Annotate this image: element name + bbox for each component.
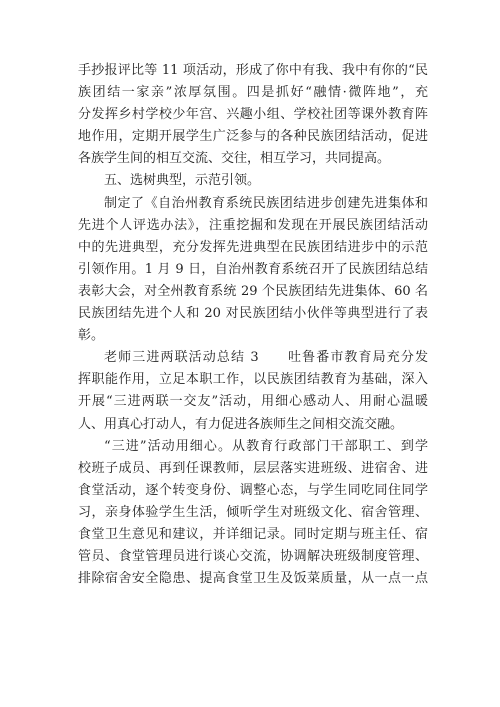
text-line: 五、选树典型，示范引领。 bbox=[104, 173, 261, 189]
text-line: 彰。 bbox=[78, 328, 105, 344]
text-line: 先进个人评选办法》，注重挖掘和发现在开展民族团结活动 bbox=[78, 217, 428, 233]
text-line: 排除宿舍安全隐患、提高食堂卫生及饭菜质量，从一点一点 bbox=[78, 571, 428, 587]
text-line: 族团结一家亲”浓厚氛围。四是抓好“融情·微阵地”，充 bbox=[78, 85, 428, 101]
text-line: 习，亲身体验学生生活，倾听学生对班级文化、宿舍管理、 bbox=[78, 504, 428, 520]
text-line: 食堂活动，逐个转变身份、调整心态，与学生同吃同住同学 bbox=[78, 482, 428, 498]
text-line: 制定了《自治州教育系统民族团结进步创建先进集体和 bbox=[104, 195, 428, 211]
text-line: 地作用，定期开展学生广泛参与的各种民族团结活动，促进 bbox=[78, 129, 428, 145]
text-line: “三进”活动用细心。从教育行政部门干部职工、到学 bbox=[104, 438, 428, 454]
text-line: 引领作用。1 月 9 日，自治州教育系统召开了民族团结总结 bbox=[78, 261, 428, 277]
document-body bbox=[78, 60, 428, 590]
text-line: 食堂卫生意见和建议，并详细记录。同时定期与班主任、宿 bbox=[78, 526, 428, 542]
text-line: 人、用真心打动人，有力促进各族师生之间相交流交融。 bbox=[78, 416, 404, 432]
text-line: 各族学生间的相互交流、交往，相互学习，共同提高。 bbox=[78, 151, 391, 167]
text-line: 管员、食堂管理员进行谈心交流，协调解决班级制度管理、 bbox=[78, 549, 428, 565]
text-line: 挥职能作用，立足本职工作，以民族团结教育为基础，深入 bbox=[78, 372, 428, 388]
text-line: 开展“三进两联一交友”活动，用细心感动人、用耐心温暖 bbox=[78, 394, 428, 410]
text-line: 表彰大会，对全州教育系统 29 个民族团结先进集体、60 名 bbox=[78, 283, 428, 299]
text-line: 民族团结先进个人和 20 对民族团结小伙伴等典型进行了表 bbox=[78, 306, 428, 322]
text-line: 中的先进典型，充分发挥先进典型在民族团结进步中的示范 bbox=[78, 239, 428, 255]
text-line: 校班子成员、再到任课教师，层层落实进班级、进宿舍、进 bbox=[78, 460, 428, 476]
text-line: 老师三进两联活动总结 3 吐鲁番市教育局充分发 bbox=[104, 350, 428, 366]
text-line: 分发挥乡村学校少年宫、兴趣小组、学校社团等课外教育阵 bbox=[78, 107, 428, 123]
text-line: 手抄报评比等 11 项活动，形成了你中有我、我中有你的“民 bbox=[78, 63, 428, 78]
